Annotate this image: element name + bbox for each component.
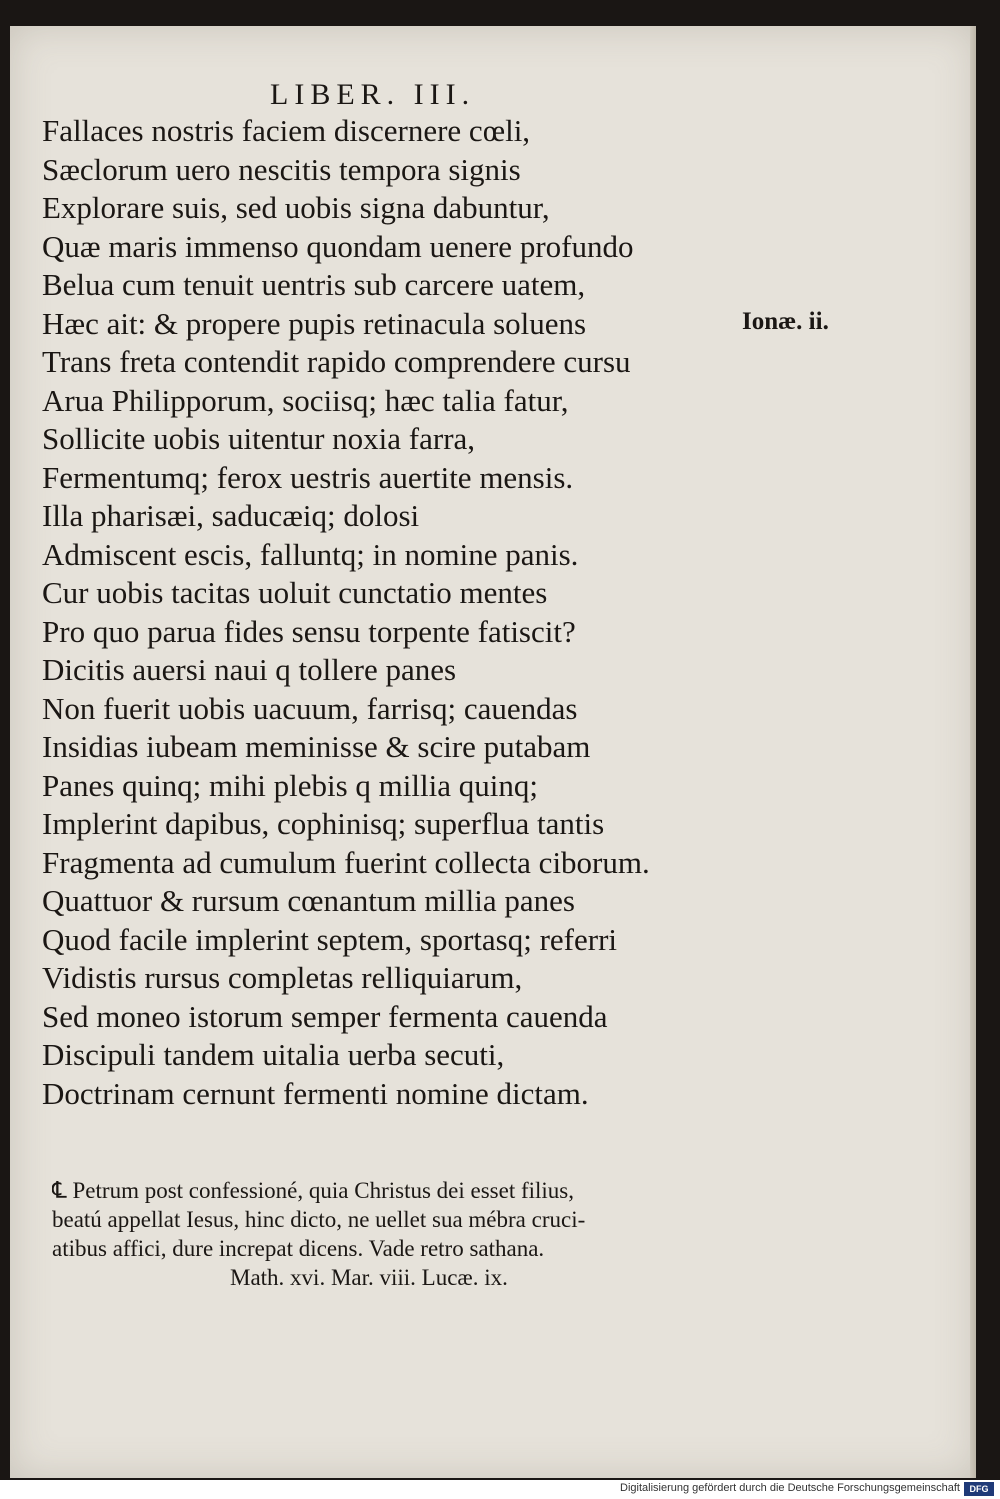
- verse-line: Quæ maris immenso quondam uenere profundo: [42, 228, 634, 264]
- page-edge: [970, 26, 976, 1478]
- margin-note: Ionæ. ii.: [742, 308, 829, 335]
- commentary-line: atibus affici, dure increpat dicens. Vade retro sathana.: [52, 1236, 545, 1261]
- verse-line: Sed moneo istorum semper fermenta cauenda: [42, 998, 608, 1034]
- verse-line: Pro quo parua fides sensu torpente fatiscit?: [42, 613, 576, 649]
- verse-line: Vidistis rursus completas relliquiarum,: [42, 960, 523, 995]
- commentary-line: beatú appellat Iesus, hinc dicto, ne uellet sua mébra cruci-: [52, 1207, 586, 1232]
- verse-line: Quod facile implerint septem, sportasq; referri: [42, 921, 618, 957]
- dfg-logo: DFG: [964, 1482, 994, 1496]
- verse-line: Cur uobis tacitas uoluit cunctatio mentes: [42, 575, 548, 610]
- verse-line: Illa pharisæi, saducæiq; dolosi: [42, 498, 420, 533]
- verse-line: Quattuor & rursum cœnantum millia panes: [42, 883, 575, 918]
- verse-line: Hæc ait: & propere pupis retinacula soluens: [42, 305, 587, 341]
- scripture-reference: Math. xvi. Mar. viii. Lucæ. ix.: [230, 1265, 508, 1290]
- verse-line: Sæclorum uero nescitis tempora signis: [42, 151, 521, 187]
- verse-line: Belua cum tenuit uentris sub carcere uatem,: [42, 267, 586, 302]
- book-page: [10, 26, 976, 1478]
- commentary-block: [52, 1176, 772, 1292]
- verse-line: Fallaces nostris faciem discernere cœli,: [42, 113, 531, 148]
- funding-credit: Digitalisierung gefördert durch die Deutsche Forschungsgemeinschaft: [620, 1482, 960, 1494]
- verse-line: Explorare suis, sed uobis signa dabuntur,: [42, 190, 550, 225]
- verse-line: Sollicite uobis uitentur noxia farra,: [42, 421, 476, 456]
- verse-line: Dicitis auersi naui q tollere panes: [42, 652, 457, 687]
- verse-line: Fermentumq; ferox uestris auertite mensis.: [42, 459, 574, 495]
- verse-line: Fragmenta ad cumulum fuerint collecta ciborum.: [42, 844, 650, 880]
- verse-line: Implerint dapibus, cophinisq; superflua tantis: [42, 806, 605, 841]
- commentary-line: ℄ Petrum post confessioné, quia Christus dei esset filius,: [52, 1178, 574, 1203]
- footer-bar: [0, 1480, 1000, 1499]
- verse-line: Panes quinq; mihi plebis q millia quinq;: [42, 767, 538, 803]
- verse-line: Arua Philipporum, sociisq; hæc talia fatur,: [42, 382, 569, 418]
- verse-line: Non fuerit uobis uacuum, farrisq; cauendas: [42, 690, 578, 726]
- verse-line: Trans freta contendit rapido comprendere cursu: [42, 344, 631, 379]
- verse-block: [42, 112, 762, 1113]
- running-header: LIBER. III.: [270, 78, 476, 111]
- verse-line: Insidias iubeam meminisse & scire putabam: [42, 729, 591, 764]
- verse-line: Discipuli tandem uitalia uerba secuti,: [42, 1037, 505, 1072]
- verse-line: Doctrinam cernunt fermenti nomine dictam.: [42, 1075, 589, 1111]
- verse-line: Admiscent escis, falluntq; in nomine panis.: [42, 536, 579, 572]
